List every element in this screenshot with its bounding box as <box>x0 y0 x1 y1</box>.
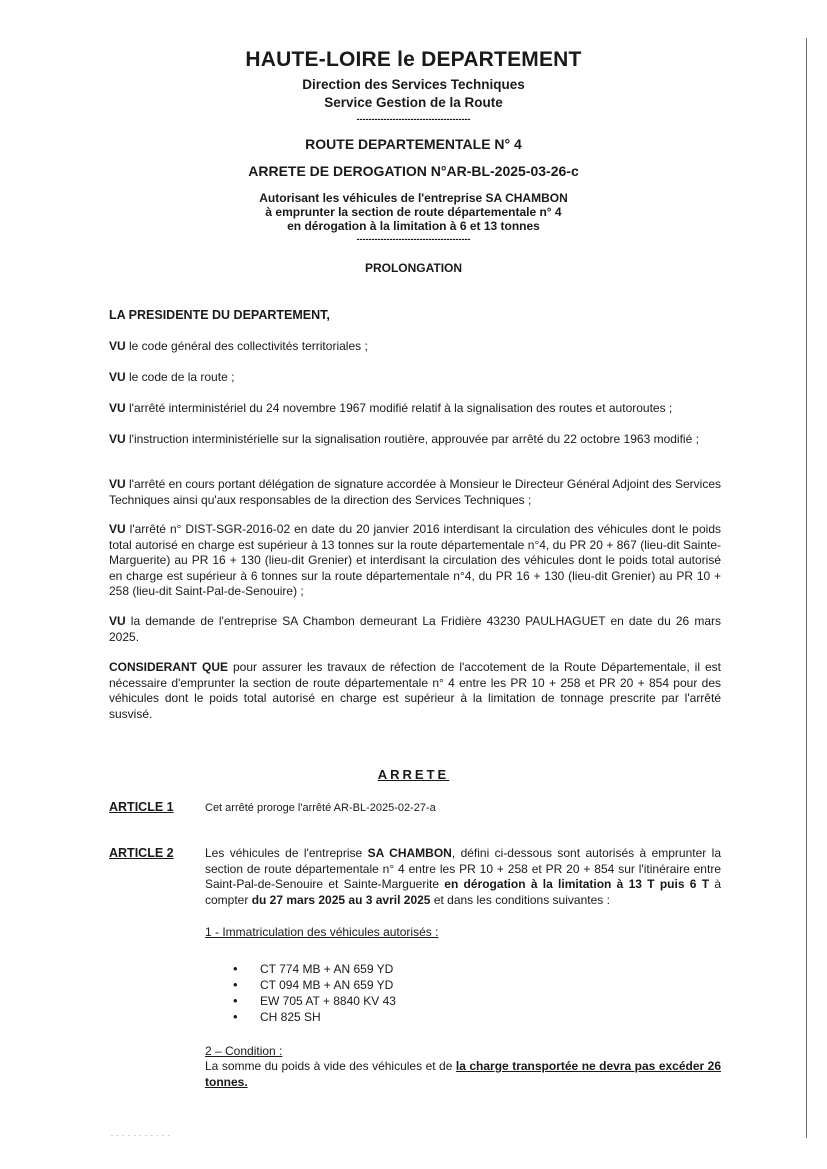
article-1-label: ARTICLE 1 <box>109 800 174 814</box>
max-load-condition: la charge transportée ne devra pas excéder 26 tonnes. <box>205 1059 722 1089</box>
service-label: Service Gestion de la Route <box>324 95 503 110</box>
vu-item <box>109 522 721 600</box>
derogation-limit: en dérogation à la limitation à 13 T puis 6 T <box>444 877 710 891</box>
vu-text: la demande de l'entreprise SA Chambon demeurant La Fridière 43230 PAULHAGUET en date du 26 mars 2025. <box>109 614 721 644</box>
arrete-number-title: ARRETE DE DEROGATION N°AR-BL-2025-03-26-c <box>248 163 579 179</box>
subtitle-line-1: Autorisant les véhicules de l'entreprise SA CHAMBON <box>259 191 568 205</box>
vehicles-section-title: 1 - Immatriculation des véhicules autorisés : <box>205 925 439 939</box>
subtitle-line-3: en dérogation à la limitation à 6 et 13 tonnes <box>287 219 540 233</box>
vu-text: le code de la route ; <box>125 370 235 384</box>
arrete-heading: ARRETE <box>377 767 450 782</box>
vu-item <box>109 477 721 508</box>
vu-label: VU <box>109 477 126 491</box>
article-1-text: Cet arrêté proroge l'arrêté AR-BL-2025-02-27-a <box>205 802 436 814</box>
route-title: ROUTE DEPARTEMENTALE N° 4 <box>305 136 522 152</box>
vehicle-item: • EW 705 AT + 8840 KV 43 <box>233 993 633 1009</box>
condition-text <box>205 1059 721 1090</box>
article-2-text-part: , défini ci-dessous sont autorisés à emprunter la section de route départementale n° 4 entre les PR 10 + 258 et PR 20 + 854 sur l'itinéraire entre Saint-Pal-de-Senouire et Sainte-Marguerite <box>205 846 722 891</box>
vu-text: l'instruction interministérielle sur la signalisation routière, approuvée par arrêté du 22 octobre 1963 modifié ; <box>125 432 699 446</box>
article-2-text <box>205 846 721 908</box>
vu-text: le code général des collectivités territoriales ; <box>125 339 368 353</box>
prolongation-label: PROLONGATION <box>364 261 463 275</box>
considerant-paragraph <box>109 660 721 722</box>
article-2-text-part: à compter <box>205 877 721 907</box>
vehicle-item: • CT 774 MB + AN 659 YD <box>233 961 633 977</box>
president-heading: LA PRESIDENTE DU DEPARTEMENT, <box>109 308 330 322</box>
derogation-period: du 27 mars 2025 au 3 avril 2025 <box>251 892 431 907</box>
vu-item <box>109 432 721 448</box>
department-title: HAUTE-LOIRE le DEPARTEMENT <box>245 48 582 71</box>
direction-label: Direction des Services Techniques <box>302 77 525 92</box>
vu-label: VU <box>109 370 126 384</box>
vu-text: l'arrêté en cours portant délégation de signature accordée à Monsieur le Directeur Général Adjoint des Services Techniques ainsi qu'aux responsables de la direction des Services Techniques ; <box>109 477 721 507</box>
vu-text: l'arrêté interministériel du 24 novembre 1967 modifié relatif à la signalisation des routes et autoroutes ; <box>125 401 673 415</box>
vu-label: VU <box>109 339 126 353</box>
vu-item <box>109 339 721 355</box>
article-2-label: ARTICLE 2 <box>109 846 174 860</box>
footer-mark: - - - - - - - - - - - <box>111 1133 171 1139</box>
vehicle-item: • CH 825 SH <box>233 1009 633 1025</box>
vu-item <box>109 614 721 645</box>
vu-label: VU <box>109 522 126 536</box>
vehicle-item: • CT 094 MB + AN 659 YD <box>233 977 633 993</box>
vehicle-list <box>233 961 633 1025</box>
header-separator: -------------------------------------- <box>356 114 471 124</box>
vu-text: l'arrêté n° DIST-SGR-2016-02 en date du 20 janvier 2016 interdisant la circulation des véhicules dont le poids total autorisé en charge est supérieur à 13 tonnes sur la route départementale n°4, du PR 20 + 867 (lieu-dit Sainte-Marguerite) au PR 16 + 130 (lieu-dit Grenier) et interdisant la circulation des véhicules dont le poids total autorisé en charge est supérieur à 6 tonnes sur la route départementale n°4, du PR 16 + 130 (lieu-dit Grenier) au PR 10 + 258 (lieu-dit Saint-Pal-de-Senouire) ; <box>109 522 721 598</box>
vu-label: VU <box>109 614 126 628</box>
company-name: SA CHAMBON <box>367 846 452 860</box>
condition-section-title: 2 – Condition : <box>205 1044 283 1058</box>
subtitle-line-2: à emprunter la section de route départementale n° 4 <box>265 205 562 219</box>
article-2-text-part: Les véhicules de l'entreprise <box>205 846 368 860</box>
vu-item <box>109 401 721 417</box>
vu-item <box>109 370 721 386</box>
subtitle-separator: -------------------------------------- <box>356 234 471 244</box>
article-2-text-part: et dans les conditions suivantes : <box>430 892 610 907</box>
considerant-label: CONSIDERANT QUE <box>109 660 228 674</box>
vu-label: VU <box>109 432 126 446</box>
considerant-text: pour assurer les travaux de réfection de l'accotement de la Route Départementale, il est nécessaire d'emprunter la section de route départementale n° 4 entre les PR 10 + 258 et PR 20 + 854 pour des véhicules dont le poids total autorisé en charge est supérieur à la limitation de tonnage prescrite par l'arrêté susvisé. <box>109 660 722 721</box>
condition-text-part: La somme du poids à vide des véhicules et de <box>205 1059 456 1073</box>
vu-label: VU <box>109 401 126 415</box>
